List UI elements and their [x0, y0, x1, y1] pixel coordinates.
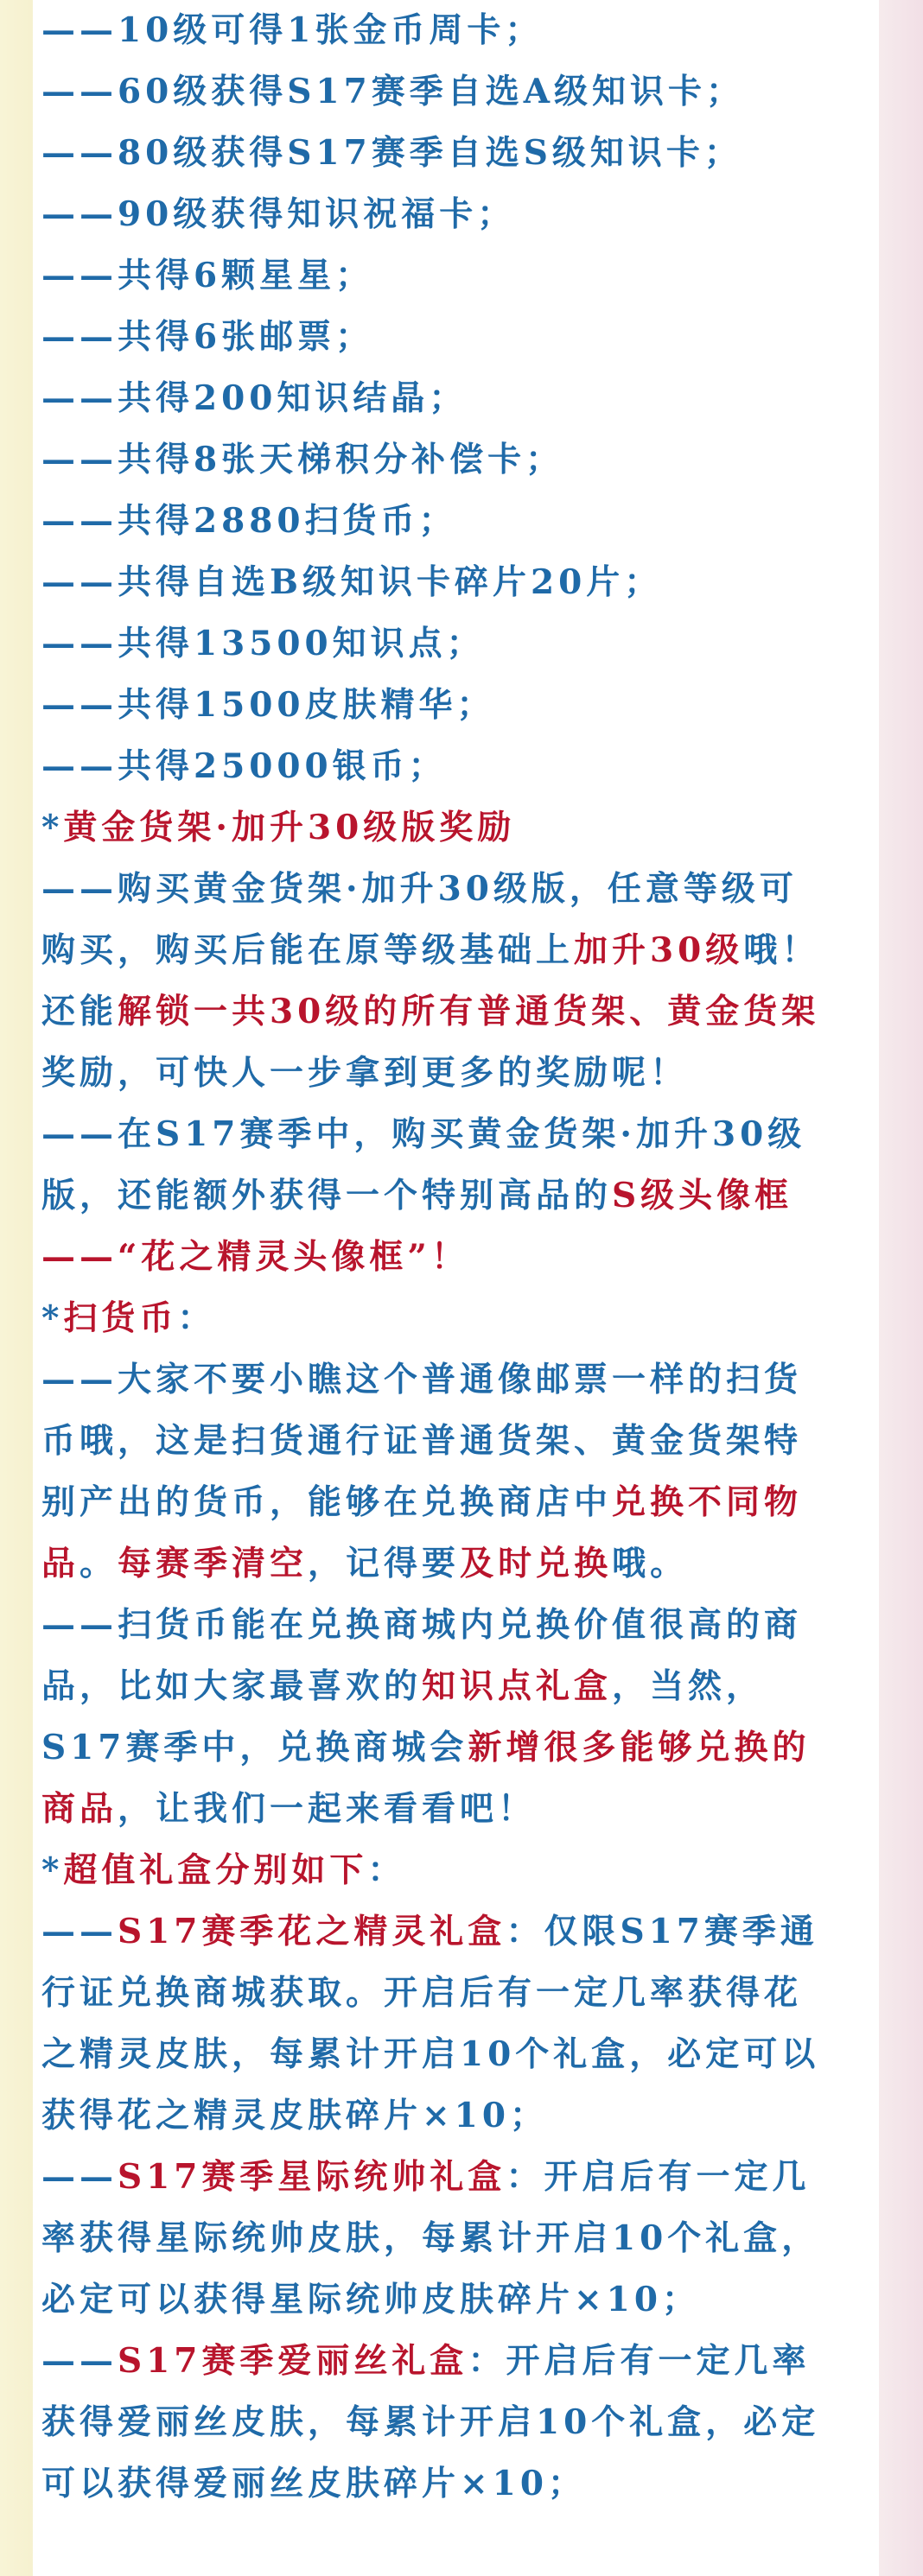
body-text: ——扫货币能在兑换商城内兑换价值很高的商 — [41, 1605, 803, 1645]
highlight-text: S17赛季爱丽丝礼盒 — [118, 2341, 468, 2381]
text-line — [41, 1227, 880, 1288]
body-text: 购买，购买后能在原等级基础上 — [41, 930, 575, 970]
body-text: ：仅限S17赛季通 — [506, 1912, 818, 1951]
text-line — [41, 1779, 880, 1840]
body-text: ——共得13500知识点； — [41, 624, 485, 663]
body-text: 品，比如大家最喜欢的 — [41, 1666, 423, 1706]
highlight-text: ——“花之精灵头像框”！ — [41, 1237, 469, 1277]
highlight-text: 超值礼盒分别如下 — [63, 1850, 368, 1890]
text-line — [41, 1595, 880, 1656]
text-line — [41, 1901, 880, 1963]
body-text: ——共得6张邮票； — [41, 317, 374, 357]
text-line — [41, 2331, 880, 2392]
body-text: ——共得自选B级知识卡碎片20片； — [41, 562, 663, 602]
highlight-text: 知识点礼盒 — [422, 1666, 613, 1706]
text-line — [41, 797, 880, 859]
text-line — [41, 1472, 880, 1533]
body-text: ——共得6颗星星； — [41, 256, 374, 295]
body-text: ——购买黄金货架·加升30级版，任意等级可 — [41, 869, 798, 909]
body-text: * — [41, 1850, 64, 1890]
body-text: ，让我们一起来看看吧！ — [118, 1789, 537, 1829]
highlight-text: 黄金货架·加升30级版奖励 — [63, 808, 516, 847]
text-line — [41, 1840, 880, 1901]
body-text: 获得花之精灵皮肤碎片×10； — [41, 2096, 548, 2135]
body-text: 可以获得爱丽丝皮肤碎片×10； — [41, 2464, 586, 2503]
text-line — [41, 2208, 880, 2269]
body-text: 别产出的货币，能够在兑换商店中 — [41, 1482, 613, 1522]
body-text: 之精灵皮肤，每累计开启10个礼盒，必定可以 — [41, 2034, 820, 2074]
text-line — [41, 1104, 880, 1165]
text-line — [41, 307, 880, 368]
text-line — [41, 1043, 880, 1104]
body-text: 。 — [80, 1544, 118, 1583]
text-line — [41, 1656, 880, 1717]
body-text: 奖励，可快人一步拿到更多的奖励呢！ — [41, 1053, 689, 1093]
body-text: ——共得1500皮肤精华； — [41, 685, 495, 725]
highlight-text: 品 — [41, 1544, 80, 1583]
text-line — [41, 1963, 880, 2024]
body-text: 哦。 — [612, 1544, 689, 1583]
highlight-text: S17赛季星际统帅礼盒 — [118, 2157, 506, 2197]
body-text: ： — [367, 1850, 406, 1890]
body-text: ——共得200知识结晶； — [41, 378, 468, 418]
highlight-text: 商品 — [41, 1789, 118, 1829]
text-line — [41, 2024, 880, 2085]
body-text: 获得爱丽丝皮肤，每累计开启10个礼盒，必定 — [41, 2402, 820, 2442]
text-line — [41, 1288, 880, 1349]
body-text: —— — [41, 2157, 118, 2197]
text-line — [41, 981, 880, 1043]
body-text: ，当然， — [612, 1666, 765, 1706]
body-text: * — [41, 1298, 64, 1338]
body-text: ——共得8张天梯积分补偿卡； — [41, 440, 564, 479]
highlight-text: 扫货币 — [63, 1298, 178, 1338]
body-text: ：开启后有一定几 — [506, 2157, 811, 2197]
highlight-text: 及时兑换 — [460, 1544, 613, 1583]
text-line — [41, 61, 880, 123]
highlight-text: 兑换不同物 — [612, 1482, 803, 1522]
text-line — [41, 1165, 880, 1227]
body-text: ——10级可得1张金币周卡； — [41, 10, 544, 50]
body-text: * — [41, 808, 64, 847]
text-line — [41, 736, 880, 797]
text-line — [41, 2085, 880, 2147]
text-line — [41, 675, 880, 736]
body-text: ，记得要 — [308, 1544, 461, 1583]
body-text: 必定可以获得星际统帅皮肤碎片×10； — [41, 2280, 700, 2319]
highlight-text: 每赛季清空 — [118, 1544, 309, 1583]
article-body — [41, 0, 880, 2515]
body-text: S17赛季中，兑换商城会 — [41, 1728, 468, 1767]
text-line — [41, 2392, 880, 2453]
text-line — [41, 0, 880, 61]
highlight-text: 加升30级 — [574, 930, 744, 970]
body-text: ——60级获得S17赛季自选A级知识卡； — [41, 72, 744, 111]
body-text: ——共得25000银币； — [41, 746, 447, 786]
highlight-text: 新增很多能够兑换的 — [468, 1728, 811, 1767]
body-text: —— — [41, 1912, 118, 1951]
body-text: ——90级获得知识祝福卡； — [41, 194, 516, 234]
text-line — [41, 1349, 880, 1411]
body-text: 版，还能额外获得一个特别高品的 — [41, 1176, 613, 1215]
text-line — [41, 2147, 880, 2208]
body-text: ——共得2880扫货币； — [41, 501, 457, 541]
body-text: ：开启后有一定几率 — [468, 2341, 811, 2381]
text-line — [41, 552, 880, 613]
text-line — [41, 920, 880, 981]
text-line — [41, 123, 880, 184]
body-text: ——80级获得S17赛季自选S级知识卡； — [41, 133, 742, 173]
highlight-text: S级头像框 — [612, 1176, 793, 1215]
text-line — [41, 2269, 880, 2331]
text-line — [41, 1533, 880, 1595]
text-line — [41, 429, 880, 491]
body-text: 币哦，这是扫货通行证普通货架、黄金货架特 — [41, 1421, 803, 1461]
text-line — [41, 245, 880, 307]
highlight-text: S17赛季花之精灵礼盒 — [118, 1912, 506, 1951]
text-line — [41, 491, 880, 552]
text-line — [41, 859, 880, 920]
body-text: ——在S17赛季中，购买黄金货架·加升30级 — [41, 1114, 806, 1154]
text-line — [41, 184, 880, 245]
body-text: —— — [41, 2341, 118, 2381]
text-line — [41, 613, 880, 675]
highlight-text: 解锁一共30级的所有普通货架、黄金货架 — [118, 992, 820, 1031]
text-line — [41, 368, 880, 429]
body-text: 率获得星际统帅皮肤，每累计开启10个礼盒， — [41, 2218, 820, 2258]
body-text: 行证兑换商城获取。开启后有一定几率获得花 — [41, 1973, 803, 2013]
body-text: 还能 — [41, 992, 118, 1031]
body-text: ： — [177, 1298, 216, 1338]
body-text: 哦！ — [743, 930, 820, 970]
text-line — [41, 1411, 880, 1472]
text-line — [41, 2453, 880, 2515]
text-line — [41, 1717, 880, 1779]
body-text: ——大家不要小瞧这个普通像邮票一样的扫货 — [41, 1360, 803, 1399]
